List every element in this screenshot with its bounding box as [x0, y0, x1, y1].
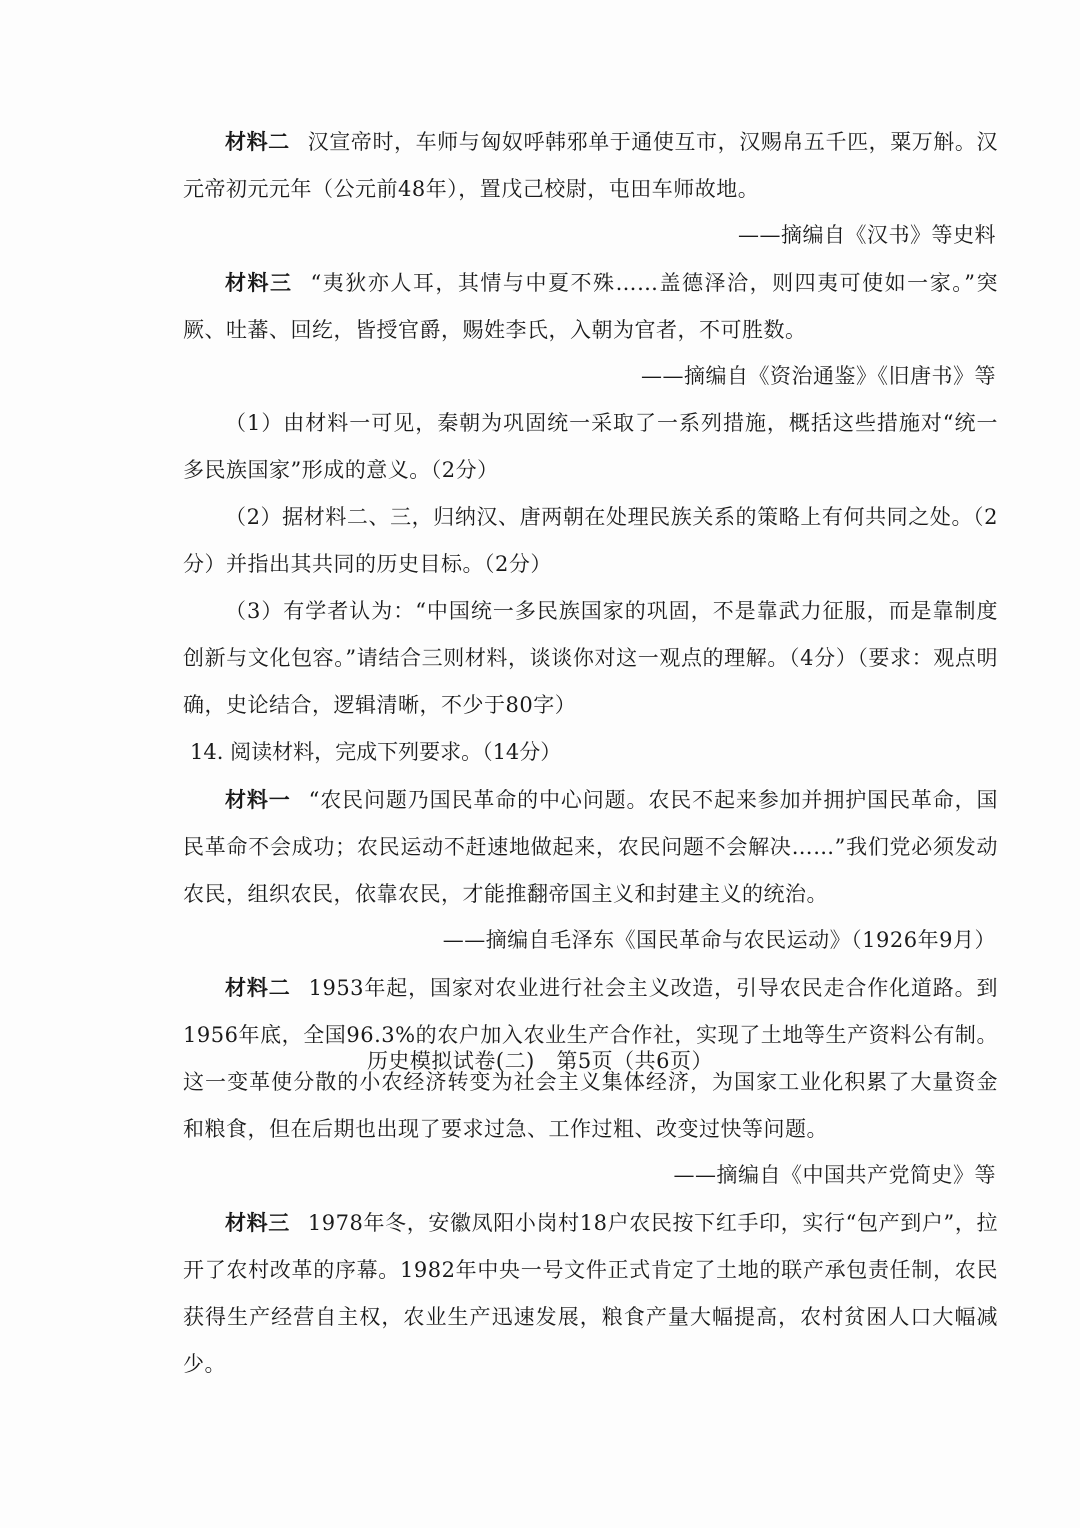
material-text: “夷狄亦人耳，其情与中夏不殊……盖德泽洽，则四夷可使如一家。”突厥、吐蕃、回纥，皆授官爵，赐姓李氏，入朝为官者，不可胜数。 [183, 271, 998, 342]
material-3-source: ——摘编自《资治通鉴》《旧唐书》等 [641, 364, 996, 388]
material-text: 1953年起，国家对农业进行社会主义改造，引导农民走合作化道路。到1956年底，全国96.3%的农户加入农业生产合作社，实现了土地等生产资料公有制。这一变革使分散的小农经济转变为社会主义集体经济，为国家工业化积累了大量资金和粮食，但在后期也出现了要求过急、工作过粗、改变过快等问题。 [183, 976, 998, 1141]
material-label: 材料二 [225, 129, 290, 154]
sub-question-1: （1）由材料一可见，秦朝为巩固统一采取了一系列措施，概括这些措施对“统一多民族国家”形成的意义。（2分） [183, 411, 998, 482]
material-text: 1978年冬，安徽凤阳小岗村18户农民按下红手印，实行“包产到户”，拉开了农村改革的序幕。1982年中央一号文件正式肯定了土地的联产承包责任制，农民获得生产经营自主权，农业生产迅速发展，粮食产量大幅提高，农村贫困人口大幅减少。 [183, 1211, 999, 1376]
q14-material-3-paragraph [183, 1199, 998, 1388]
q14-material-2-source: ——摘编自《中国共产党简史》等 [673, 1163, 996, 1187]
material-label: 材料二 [225, 975, 291, 1000]
page-footer: 历史模拟试卷(二) 第5页（共6页） [366, 1049, 714, 1073]
material-text: 汉宣帝时，车师与匈奴呼韩邪单于通使互市，汉赐帛五千匹，粟万斛。汉元帝初元元年（公元前48年），置戊己校尉，屯田车师故地。 [183, 130, 999, 201]
material-2-source: ——摘编自《汉书》等史料 [738, 223, 996, 247]
q14-material-1-paragraph [183, 776, 998, 918]
sub-question-3: （3）有学者认为：“中国统一多民族国家的巩固，不是靠武力征服，而是靠制度创新与文化包容。”请结合三则材料，谈谈你对这一观点的理解。（4分）（要求：观点明确，史论结合，逻辑清晰，不少于80字） [183, 599, 998, 717]
material-label: 材料三 [225, 270, 293, 295]
sub-question-2: （2）据材料二、三，归纳汉、唐两朝在处理民族关系的策略上有何共同之处。（2分）并指出其共同的历史目标。（2分） [183, 505, 998, 576]
question-14-title: 14. 阅读材料，完成下列要求。（14分） [190, 740, 562, 764]
material-3-paragraph [183, 259, 998, 354]
material-text: “农民问题乃国民革命的中心问题。农民不起来参加并拥护国民革命，国民革命不会成功；农民运动不赶速地做起来，农民问题不会解决……”我们党必须发动农民，组织农民，依靠农民，才能推翻帝国主义和封建主义的统治。 [183, 788, 999, 906]
q14-material-1-source: ——摘编自毛泽东《国民革命与农民运动》（1926年9月） [442, 928, 996, 952]
material-2-paragraph [183, 118, 998, 213]
material-label: 材料一 [225, 787, 291, 812]
material-label: 材料三 [225, 1210, 290, 1235]
